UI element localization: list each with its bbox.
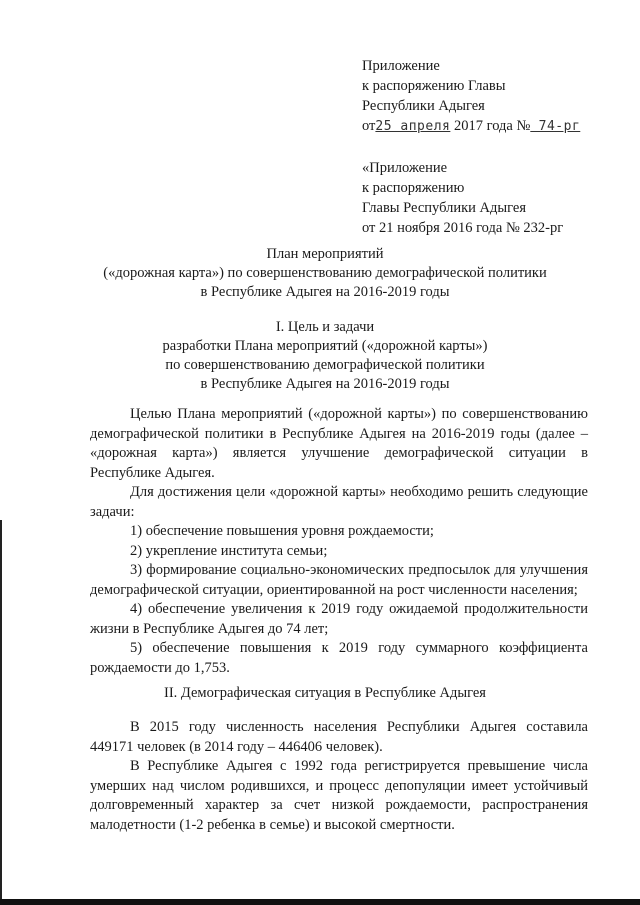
section-2-heading [60,684,590,703]
section-1-heading-line-3: по совершенствованию демографической политики [165,357,485,373]
scan-edge-bottom [0,899,640,905]
section-1-heading [60,318,590,394]
date-suffix: 2017 года № [450,118,531,134]
plan-title-line-1: План мероприятий [266,246,384,262]
task-item: 4) обеспечение увеличения к 2019 году ожидаемой продолжительности жизни в Республике Адыгея до 74 лет; [90,601,588,637]
task-item: 3) формирование социально-экономических предпосылок для улучшения демографической ситуации, ориентированной на рост численности населения; [90,562,588,598]
section-2-heading-line: II. Демографическая ситуация в Республике Адыгея [164,685,486,701]
section-2-body [90,718,588,835]
annex-line-2: к распоряжению Главы [362,78,506,94]
task-item: 1) обеспечение повышения уровня рождаемости; [130,523,434,539]
section-1-heading-line-2: разработки Плана мероприятий («дорожной карты») [162,338,488,354]
date-prefix: от [362,118,376,134]
handwritten-number: 74-рг [530,119,581,134]
task-item: 2) укрепление института семьи; [130,542,328,559]
annex-current [362,56,580,137]
scan-edge-left [0,520,2,905]
annex-original-title: «Приложение [362,160,448,176]
section-1-body [90,405,588,678]
plan-title-line-3: в Республике Адыгея на 2016-2019 годы [200,284,450,300]
section-1-paragraph-2: Для достижения цели «дорожной карты» необходимо решить следующие задачи: [90,484,588,520]
section-1-paragraph-1: Целью Плана мероприятий («дорожной карты») по совершенствованию демографической политики в Республике Адыгея на 2016-2019 годы (далее – «дорожная карта») является улучшение демографической ситуации в Республике Адыгея. [90,406,588,481]
task-item: 5) обеспечение повышения к 2019 году суммарного коэффициента рождаемости до 1,753. [90,640,588,676]
plan-title [60,245,590,302]
section-2-paragraph-2: В Республике Адыгея с 1992 года регистрируется превышение числа умерших над числом родившихся, и процесс депопуляции имеет устойчивый долговременный характер за счет низкой рождаемости, распространения малодетности (1-2 ребенка в семье) и высокой смертности. [90,758,588,833]
annex-title: Приложение [362,58,440,74]
annex-original [362,158,563,238]
handwritten-date: 25 апреля [375,119,451,134]
annex-line-3: Республики Адыгея [362,98,485,114]
annex-original-line-3: Главы Республики Адыгея [362,200,526,216]
annex-date-line [362,116,580,137]
section-1-heading-line-1: I. Цель и задачи [275,319,375,335]
annex-original-line-4: от 21 ноября 2016 года № 232-рг [362,220,564,236]
section-1-heading-line-4: в Республике Адыгея на 2016-2019 годы [200,376,450,392]
section-2-paragraph-1: В 2015 году численность населения Республики Адыгея составила 449171 человек (в 2014 году – 446406 человек). [90,719,588,755]
annex-original-line-2: к распоряжению [362,180,465,196]
plan-title-line-2: («дорожная карта») по совершенствованию демографической политики [103,265,547,281]
